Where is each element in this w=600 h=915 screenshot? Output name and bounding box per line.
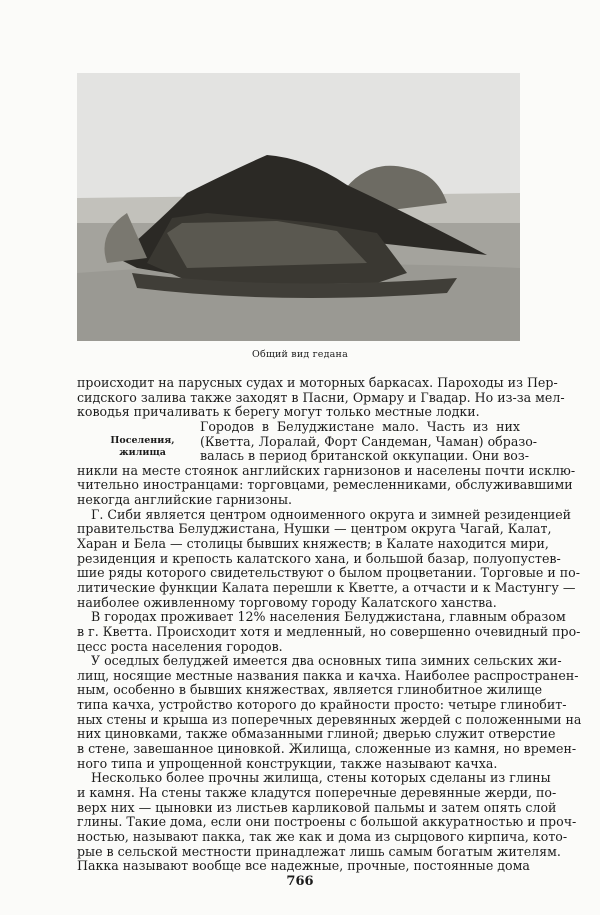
text-line: шие ряды которого свидетельствуют о былом процветании. Торговые и по- — [77, 565, 580, 581]
text-line: ных стены и крыша из поперечных деревянных жердей с положенными на — [77, 711, 582, 727]
text-line: них циновками, также обмазанными глиной; дверью служит отверстие — [77, 726, 556, 742]
text-line: ным, особенно в бывших княжествах, является глинобитное жилище — [77, 682, 543, 698]
text-line: некогда английские гарнизоны. — [77, 492, 293, 508]
text-line: Пакка называют вообще все надежные, прочные, постоянные дома — [77, 858, 530, 874]
margin-note-line: жилища — [119, 447, 166, 458]
text-line: в стене, завешанное циновкой. Жилища, сложенные из камня, но времен- — [77, 741, 577, 757]
text-line: лищ, носящие местные названия пакка и качха. Наиболее распространен- — [77, 667, 579, 683]
text-line: Харан и Бела — столицы бывших княжеств; в Калате находится мири, — [77, 536, 549, 552]
text-line: правительства Белуджистана, Нушки — центром округа Чагай, Калат, — [77, 521, 552, 537]
text-line: в г. Кветта. Происходит хотя и медленный, но совершенно очевидный про- — [77, 623, 581, 639]
figure-caption: Общий вид гедана — [252, 349, 348, 360]
text-line: ного типа и упрощенной конструкции, также называют качха. — [77, 755, 498, 771]
tent-photo — [77, 73, 520, 341]
text-line: Городов в Белуджистане мало. Часть из них — [200, 418, 520, 434]
text-line: литические функции Калата перешли к Кветте, а отчасти и к Мастунгу — — [77, 579, 576, 595]
text-line: наиболее оживленному торговому городу Калатского ханства. — [77, 594, 497, 610]
text-line: чительно иностранцами: торговцами, ремесленниками, обслуживавшими — [77, 477, 573, 493]
page-number: 766 — [286, 874, 314, 889]
text-line: В городах проживает 12% населения Белуджистана, главным образом — [91, 609, 566, 625]
text-line: валась в период британской оккупации. Они воз- — [200, 448, 530, 464]
tent-illustration — [77, 73, 520, 341]
text-line: ководья причаливать к берегу могут только местные лодки. — [77, 404, 480, 420]
body-text — [77, 375, 582, 874]
text-line: типа качха, устройство которого до крайности просто: четыре глинобит- — [77, 697, 567, 713]
text-line: Несколько более прочны жилища, стены которых сделаны из глины — [91, 770, 551, 786]
text-line: глины. Такие дома, если они построены с большой аккуратностью и проч- — [77, 814, 577, 830]
margin-note-line: Поселения, — [110, 435, 175, 446]
text-line: ностью, называют пакка, так же как и дома из сырцового кирпича, кото- — [77, 828, 568, 844]
text-line: резиденция и крепость калатского хана, и большой базар, полуопустев- — [77, 550, 561, 566]
text-line: верх них — цыновки из листьев карликовой пальмы и затем опять слой — [77, 799, 557, 815]
text-line: сидского залива также заходят в Пасни, Ормару и Гвадар. Но из-за мел- — [77, 389, 565, 405]
text-line: и камня. На стены также кладутся поперечные деревянные жерди, по- — [77, 784, 557, 800]
text-line: Г. Сиби является центром одноименного округа и зимней резиденцией — [91, 506, 572, 522]
text-line: происходит на парусных судах и моторных баркасах. Пароходы из Пер- — [77, 375, 558, 390]
text-line: цесс роста населения городов. — [77, 638, 283, 654]
text-line: рые в сельской местности принадлежат лишь самым богатым жителям. — [77, 843, 561, 859]
text-line: У оседлых белуджей имеется два основных типа зимних сельских жи- — [91, 653, 562, 669]
text-line: никли на месте стоянок английских гарнизонов и населены почти исклю- — [77, 462, 576, 478]
text-line: (Кветта, Лоралай, Форт Сандеман, Чаман) образо- — [200, 433, 538, 449]
